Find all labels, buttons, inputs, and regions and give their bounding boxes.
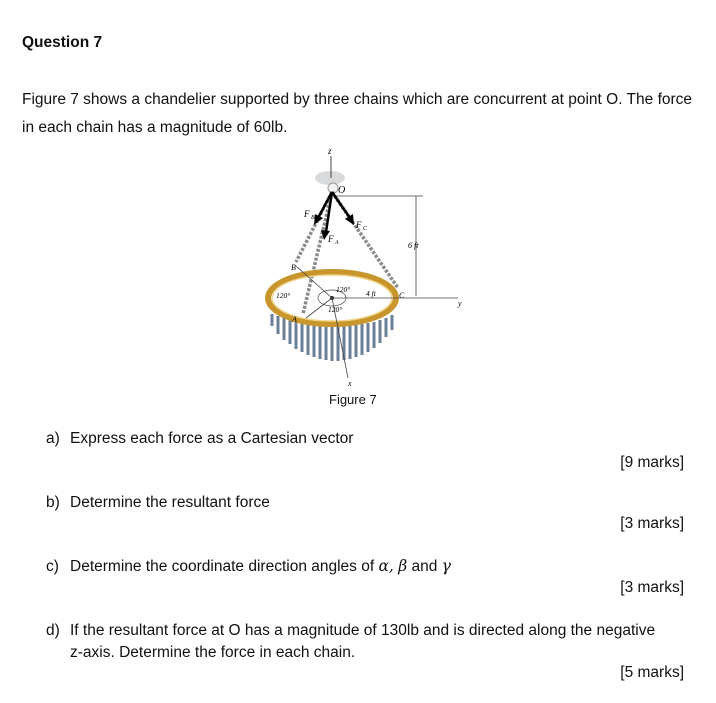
force-c-label: F bbox=[356, 220, 362, 230]
chandelier-diagram bbox=[258, 146, 468, 390]
beta-symbol: β bbox=[398, 557, 408, 575]
part-c-text: Determine the coordinate direction angles of bbox=[70, 558, 375, 575]
part-c-and: and bbox=[411, 558, 438, 575]
part-c-marks: [3 marks] bbox=[620, 579, 684, 596]
part-c-label: c) bbox=[46, 558, 59, 575]
force-b-label: F bbox=[304, 209, 310, 219]
radius-label: 4 ft bbox=[366, 289, 376, 298]
part-d-text-line1: If the resultant force at O has a magnitude of 130lb and is directed along the negative bbox=[70, 622, 656, 639]
angle-label-left: 120° bbox=[276, 291, 291, 300]
height-dimension-label: 6 ft bbox=[408, 241, 419, 250]
point-o-label: O bbox=[338, 185, 346, 196]
part-a-text: Express each force as a Cartesian vector bbox=[70, 430, 354, 447]
part-a-label: a) bbox=[46, 430, 60, 447]
part-d bbox=[46, 620, 691, 664]
force-a-subscript: A bbox=[335, 240, 339, 246]
part-a-marks: [9 marks] bbox=[620, 454, 684, 471]
chandelier-figure bbox=[258, 146, 468, 390]
part-b bbox=[46, 492, 270, 514]
force-c-subscript: C bbox=[363, 226, 368, 232]
question-intro: Figure 7 shows a chandelier supported by three chains which are concurrent at point O. The force in each chain has a magnitude of 60lb. bbox=[22, 91, 693, 136]
part-c bbox=[46, 555, 451, 578]
part-b-marks: [3 marks] bbox=[620, 515, 684, 532]
gamma-symbol: γ bbox=[441, 557, 451, 575]
z-axis-label: z bbox=[328, 146, 332, 156]
point-a-label: A bbox=[292, 315, 297, 324]
part-d-text-line2: z-axis. Determine the force in each chain. bbox=[70, 644, 356, 661]
force-a-label: F bbox=[328, 234, 334, 244]
angle-label-bottom: 120° bbox=[328, 305, 343, 314]
force-b-subscript: B bbox=[311, 215, 315, 221]
part-a bbox=[46, 428, 353, 450]
alpha-symbol: α, bbox=[378, 557, 394, 575]
part-b-text: Determine the resultant force bbox=[70, 494, 270, 511]
part-b-label: b) bbox=[46, 494, 60, 511]
part-d-marks: [5 marks] bbox=[620, 664, 684, 681]
x-axis-label: x bbox=[348, 379, 352, 388]
question-title: Question 7 bbox=[22, 34, 103, 51]
ceiling-hook bbox=[315, 171, 345, 185]
point-b-label: B bbox=[291, 263, 296, 272]
point-c-label: C bbox=[399, 291, 405, 300]
angle-label-top: 120° bbox=[336, 285, 351, 294]
part-d-label: d) bbox=[46, 622, 60, 639]
y-axis-label: y bbox=[458, 299, 462, 308]
figure-caption: Figure 7 bbox=[329, 392, 377, 407]
